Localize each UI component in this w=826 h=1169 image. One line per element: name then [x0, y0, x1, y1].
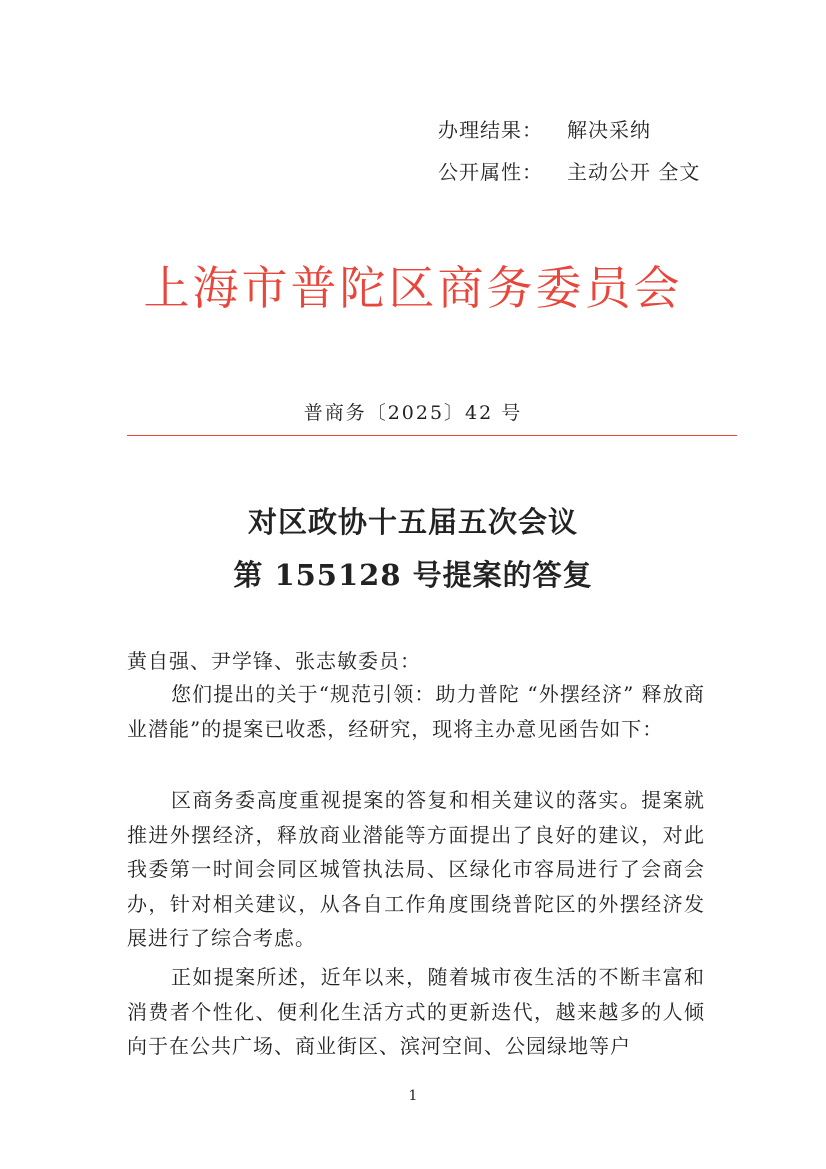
salutation: 黄自强、尹学锋、张志敏委员： — [127, 649, 421, 673]
body-paragraph: 正如提案所述，近年以来，随着城市夜生活的不断丰富和消费者个性化、便利化生活方式的更新迭代，越来越多的人倾向于在公共广场、商业街区、滨河空间、公园绿地等户 — [127, 965, 705, 1058]
document-number: 普商务〔2025〕42 号 — [303, 402, 523, 424]
handling-result-value: 解决采纳 — [567, 118, 651, 142]
document-title-line-2: 第 155128 号提案的答复 — [233, 558, 593, 592]
body-paragraph: 您们提出的关于“规范引领：助力普陀 “外摆经济” 释放商业潜能”的提案已收悉，经研究，现将主办意见函告如下： — [127, 682, 705, 741]
organization-title: 上海市普陀区商务委员会 — [143, 261, 683, 315]
handling-result-label: 办理结果： — [438, 118, 543, 142]
red-divider — [127, 435, 737, 436]
page-number: 1 — [408, 1088, 418, 1104]
document-title-line-1: 对区政协十五届五次会议 — [247, 505, 578, 539]
body-paragraph: 区商务委高度重视提案的答复和相关建议的落实。提案就推进外摆经济，释放商业潜能等方面提出了良好的建议，对此我委第一时间会同区城管执法局、区绿化市容局进行了会商会办，针对相关建议，从各自工作角度围绕普陀区的外摆经济发展进行了综合考虑。 — [127, 788, 705, 950]
disclosure-row — [438, 156, 700, 185]
disclosure-value: 主动公开 全文 — [567, 160, 701, 184]
handling-result-row — [438, 114, 651, 143]
disclosure-label: 公开属性： — [438, 160, 543, 184]
